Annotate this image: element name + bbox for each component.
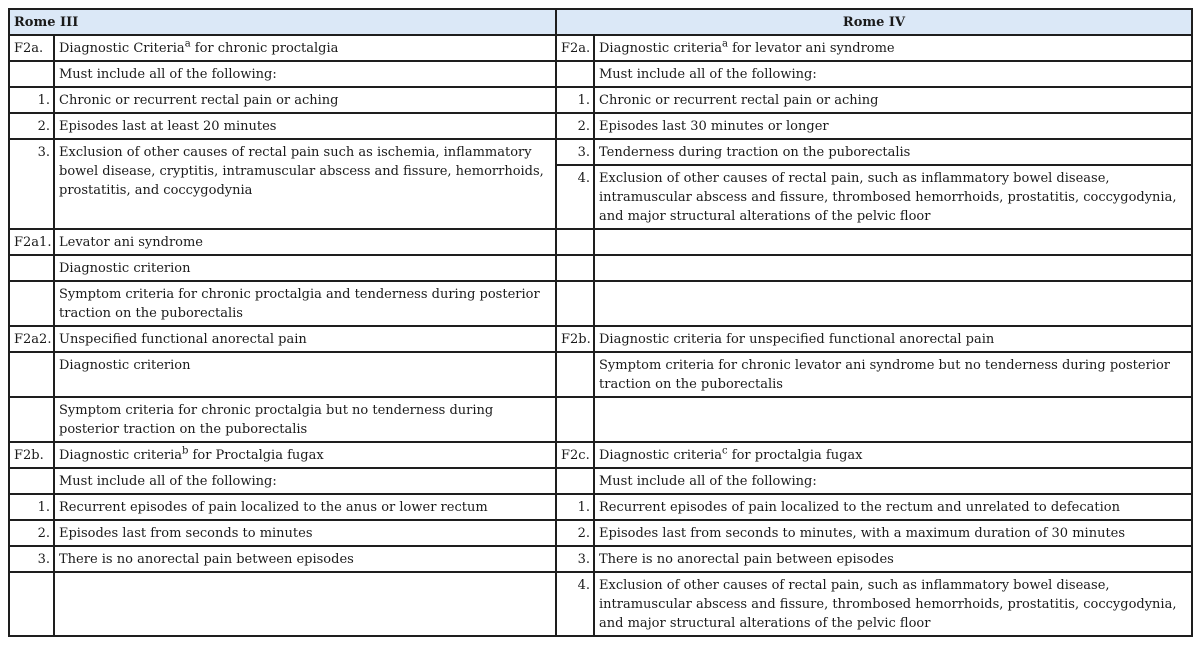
rome3-text: Episodes last from seconds to minutes bbox=[54, 520, 556, 546]
rome4-text bbox=[594, 229, 1192, 255]
rome3-code bbox=[9, 61, 54, 87]
rome3-code bbox=[9, 255, 54, 281]
rome3-text: Symptom criteria for chronic proctalgia but no tenderness during posterior traction on the puborectalis bbox=[54, 397, 556, 442]
rome4-code bbox=[556, 468, 594, 494]
rome-criteria-table bbox=[8, 8, 1193, 637]
rome4-text: Diagnostic criteria$^c$ for proctalgia fugax bbox=[594, 442, 1192, 468]
rome4-text: Exclusion of other causes of rectal pain, such as inflammatory bowel disease, intramuscular abscess and fissure, thrombosed hemorrhoids, prostatitis, coccygodynia, and major structural alterations of the pelvic floor bbox=[594, 165, 1192, 229]
rome4-code: 3. bbox=[556, 139, 594, 165]
table-row bbox=[9, 442, 1192, 468]
rome4-code bbox=[556, 281, 594, 326]
rome4-code bbox=[556, 229, 594, 255]
rome3-text: Diagnostic Criteria$^a$ for chronic proctalgia bbox=[54, 35, 556, 61]
rome-iii-header: Rome III bbox=[9, 9, 556, 35]
table-row bbox=[9, 546, 1192, 572]
rome4-code: F2a. bbox=[556, 35, 594, 61]
rome3-code: 3. bbox=[9, 546, 54, 572]
rome4-text: Tenderness during traction on the puborectalis bbox=[594, 139, 1192, 165]
rome4-code bbox=[556, 397, 594, 442]
rome3-text: Exclusion of other causes of rectal pain such as ischemia, inflammatory bowel disease, cryptitis, intramuscular abscess and fissure, hemorrhoids, prostatitis, and coccygodynia bbox=[54, 139, 556, 229]
rome4-code: F2b. bbox=[556, 326, 594, 352]
rome4-code: 1. bbox=[556, 87, 594, 113]
rome4-text: Must include all of the following: bbox=[594, 61, 1192, 87]
rome4-text: Episodes last from seconds to minutes, with a maximum duration of 30 minutes bbox=[594, 520, 1192, 546]
rome4-code: 2. bbox=[556, 520, 594, 546]
rome3-code: 1. bbox=[9, 494, 54, 520]
rome3-text: Must include all of the following: bbox=[54, 61, 556, 87]
table-row bbox=[9, 397, 1192, 442]
table-row bbox=[9, 35, 1192, 61]
rome3-code bbox=[9, 352, 54, 397]
rome4-text: Chronic or recurrent rectal pain or aching bbox=[594, 87, 1192, 113]
header-row bbox=[9, 9, 1192, 35]
rome4-code: 2. bbox=[556, 113, 594, 139]
table-row bbox=[9, 326, 1192, 352]
table-row bbox=[9, 468, 1192, 494]
table-row bbox=[9, 255, 1192, 281]
rome3-text: Symptom criteria for chronic proctalgia and tenderness during posterior traction on the puborectalis bbox=[54, 281, 556, 326]
table-row bbox=[9, 281, 1192, 326]
rome3-text bbox=[54, 572, 556, 636]
table-row bbox=[9, 87, 1192, 113]
rome4-text: Recurrent episodes of pain localized to the rectum and unrelated to defecation bbox=[594, 494, 1192, 520]
rome4-code: 4. bbox=[556, 572, 594, 636]
rome3-code bbox=[9, 572, 54, 636]
rome4-text: Episodes last 30 minutes or longer bbox=[594, 113, 1192, 139]
rome4-text bbox=[594, 281, 1192, 326]
rome3-text: Must include all of the following: bbox=[54, 468, 556, 494]
rome4-text: Symptom criteria for chronic levator ani syndrome but no tenderness during posterior traction on the puborectalis bbox=[594, 352, 1192, 397]
rome4-code: 3. bbox=[556, 546, 594, 572]
rome3-text: Episodes last at least 20 minutes bbox=[54, 113, 556, 139]
rome4-text bbox=[594, 255, 1192, 281]
rome3-text: Recurrent episodes of pain localized to the anus or lower rectum bbox=[54, 494, 556, 520]
rome4-text: Must include all of the following: bbox=[594, 468, 1192, 494]
rome4-text: Exclusion of other causes of rectal pain, such as inflammatory bowel disease, intramuscular abscess and fissure, thrombosed hemorrhoids, prostatitis, coccygodynia, and major structural alterations of the pelvic floor bbox=[594, 572, 1192, 636]
rome3-text: Levator ani syndrome bbox=[54, 229, 556, 255]
rome3-text: Diagnostic criterion bbox=[54, 255, 556, 281]
rome3-code: F2a1. bbox=[9, 229, 54, 255]
table-row bbox=[9, 139, 1192, 165]
rome3-code: 3. bbox=[9, 139, 54, 229]
rome4-text: Diagnostic criteria$^a$ for levator ani syndrome bbox=[594, 35, 1192, 61]
rome4-text bbox=[594, 397, 1192, 442]
rome3-text: Chronic or recurrent rectal pain or aching bbox=[54, 87, 556, 113]
rome3-text: There is no anorectal pain between episodes bbox=[54, 546, 556, 572]
table-row bbox=[9, 113, 1192, 139]
rome3-code: 2. bbox=[9, 520, 54, 546]
rome-iv-header: Rome IV bbox=[556, 9, 1192, 35]
rome3-code: 2. bbox=[9, 113, 54, 139]
rome3-code bbox=[9, 281, 54, 326]
rome3-text: Diagnostic criterion bbox=[54, 352, 556, 397]
table-row bbox=[9, 494, 1192, 520]
rome4-code: 4. bbox=[556, 165, 594, 229]
rome4-code: 1. bbox=[556, 494, 594, 520]
table-row bbox=[9, 229, 1192, 255]
rome4-code bbox=[556, 352, 594, 397]
rome4-code: F2c. bbox=[556, 442, 594, 468]
table-row bbox=[9, 572, 1192, 636]
rome4-code bbox=[556, 255, 594, 281]
rome3-code: F2b. bbox=[9, 442, 54, 468]
rome4-text: Diagnostic criteria for unspecified functional anorectal pain bbox=[594, 326, 1192, 352]
rome3-code bbox=[9, 397, 54, 442]
rome3-code: F2a. bbox=[9, 35, 54, 61]
table-row bbox=[9, 520, 1192, 546]
rome4-code bbox=[556, 61, 594, 87]
rome3-text: Unspecified functional anorectal pain bbox=[54, 326, 556, 352]
rome4-text: There is no anorectal pain between episodes bbox=[594, 546, 1192, 572]
rome3-code: 1. bbox=[9, 87, 54, 113]
rome3-code bbox=[9, 468, 54, 494]
rome3-text: Diagnostic criteria$^b$ for Proctalgia fugax bbox=[54, 442, 556, 468]
table-row bbox=[9, 61, 1192, 87]
rome3-code: F2a2. bbox=[9, 326, 54, 352]
table-row bbox=[9, 352, 1192, 397]
